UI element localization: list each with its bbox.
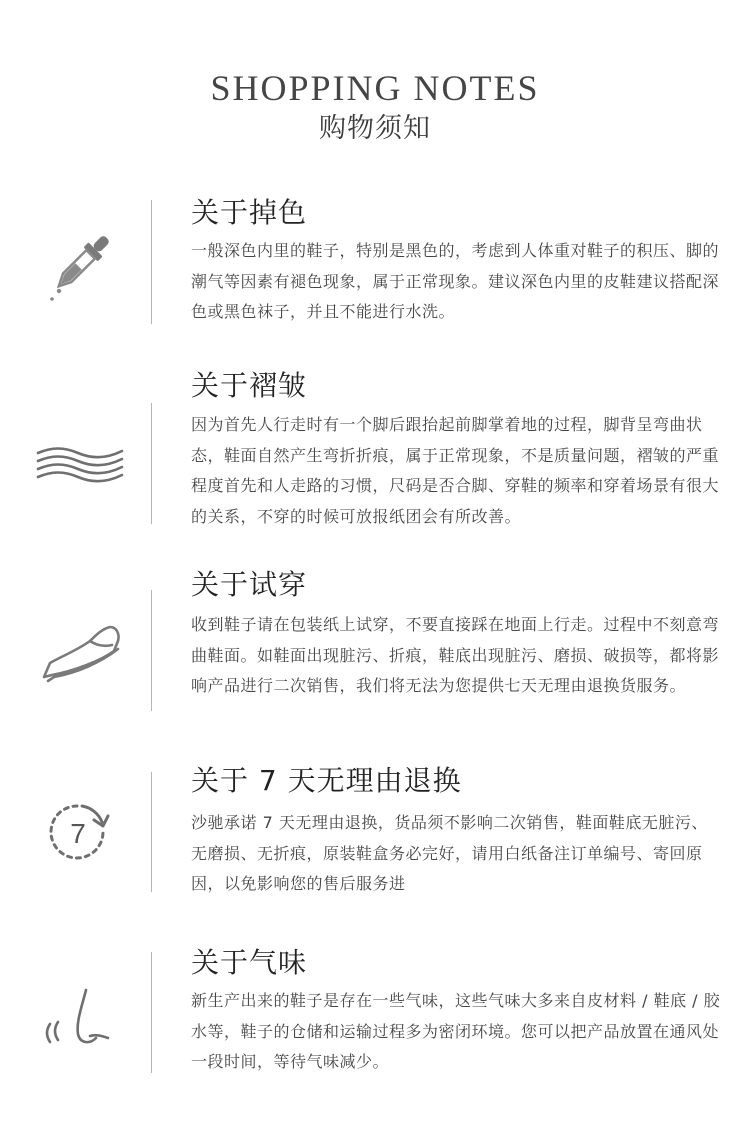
page-title-english: SHOPPING NOTES — [210, 68, 540, 108]
section-title: 关于 7 天无理由退换 — [191, 764, 462, 797]
section-divider — [151, 590, 152, 711]
section-divider — [151, 403, 152, 524]
section-body: 收到鞋子请在包装纸上试穿，不要直接踩在地面上行走。过程中不刻意弯曲鞋面。如鞋面出现脏污、折痕，鞋底出现脏污、磨损、破损等，都将影响产品进行二次销售，我们将无法为您提供七天无理由退换货服务。 — [191, 615, 720, 695]
section-body: 一般深色内里的鞋子，特别是黑色的，考虑到人体重对鞋子的积压、脚的潮气等因素有褪色现象，属于正常现象。建议深色内里的皮鞋建议搭配深色或黑色袜子，并且不能进行水洗。 — [191, 241, 720, 321]
section-divider — [151, 200, 152, 324]
section-title: 关于掉色 — [191, 196, 308, 229]
section-body: 因为首先人行走时有一个脚后跟抬起前脚掌着地的过程，脚背呈弯曲状态，鞋面自然产生弯折折痕，属于正常现象，不是质量问题，褶皱的严重程度首先和人走路的习惯，尺码是否合脚、穿鞋的频率和穿着场景有很大的关系，不穿的时候可放报纸团会有所改善。 — [191, 415, 720, 526]
seven-day-number: 7 — [70, 818, 86, 849]
section-divider — [151, 772, 152, 892]
section-title: 关于褶皱 — [191, 369, 308, 402]
section-body: 新生产出来的鞋子是存在一些气味，这些气味大多来自皮材料 / 鞋底 / 胶水等，鞋子的仓储和运输过程多为密闭环境。您可以把产品放置在通风处一段时间，等待气味减少。 — [191, 991, 721, 1071]
section-body: 沙驰承诺 7 天无理由退换，货品须不影响二次销售，鞋面鞋底无脏污、无磨损、无折痕，原装鞋盒务必完好，请用白纸备注订单编号、寄回原因，以免影响您的售后服务进 — [191, 813, 708, 893]
page-title-chinese: 购物须知 — [319, 113, 431, 144]
section-title: 关于气味 — [191, 946, 308, 979]
dropper-icon — [30, 215, 130, 315]
wrinkle-lines-icon — [30, 415, 130, 515]
shoe-icon — [30, 605, 130, 705]
section-title: 关于试穿 — [191, 568, 308, 601]
section-divider — [151, 952, 152, 1073]
nose-smell-icon — [30, 972, 130, 1072]
seven-day-return-icon — [30, 782, 130, 882]
